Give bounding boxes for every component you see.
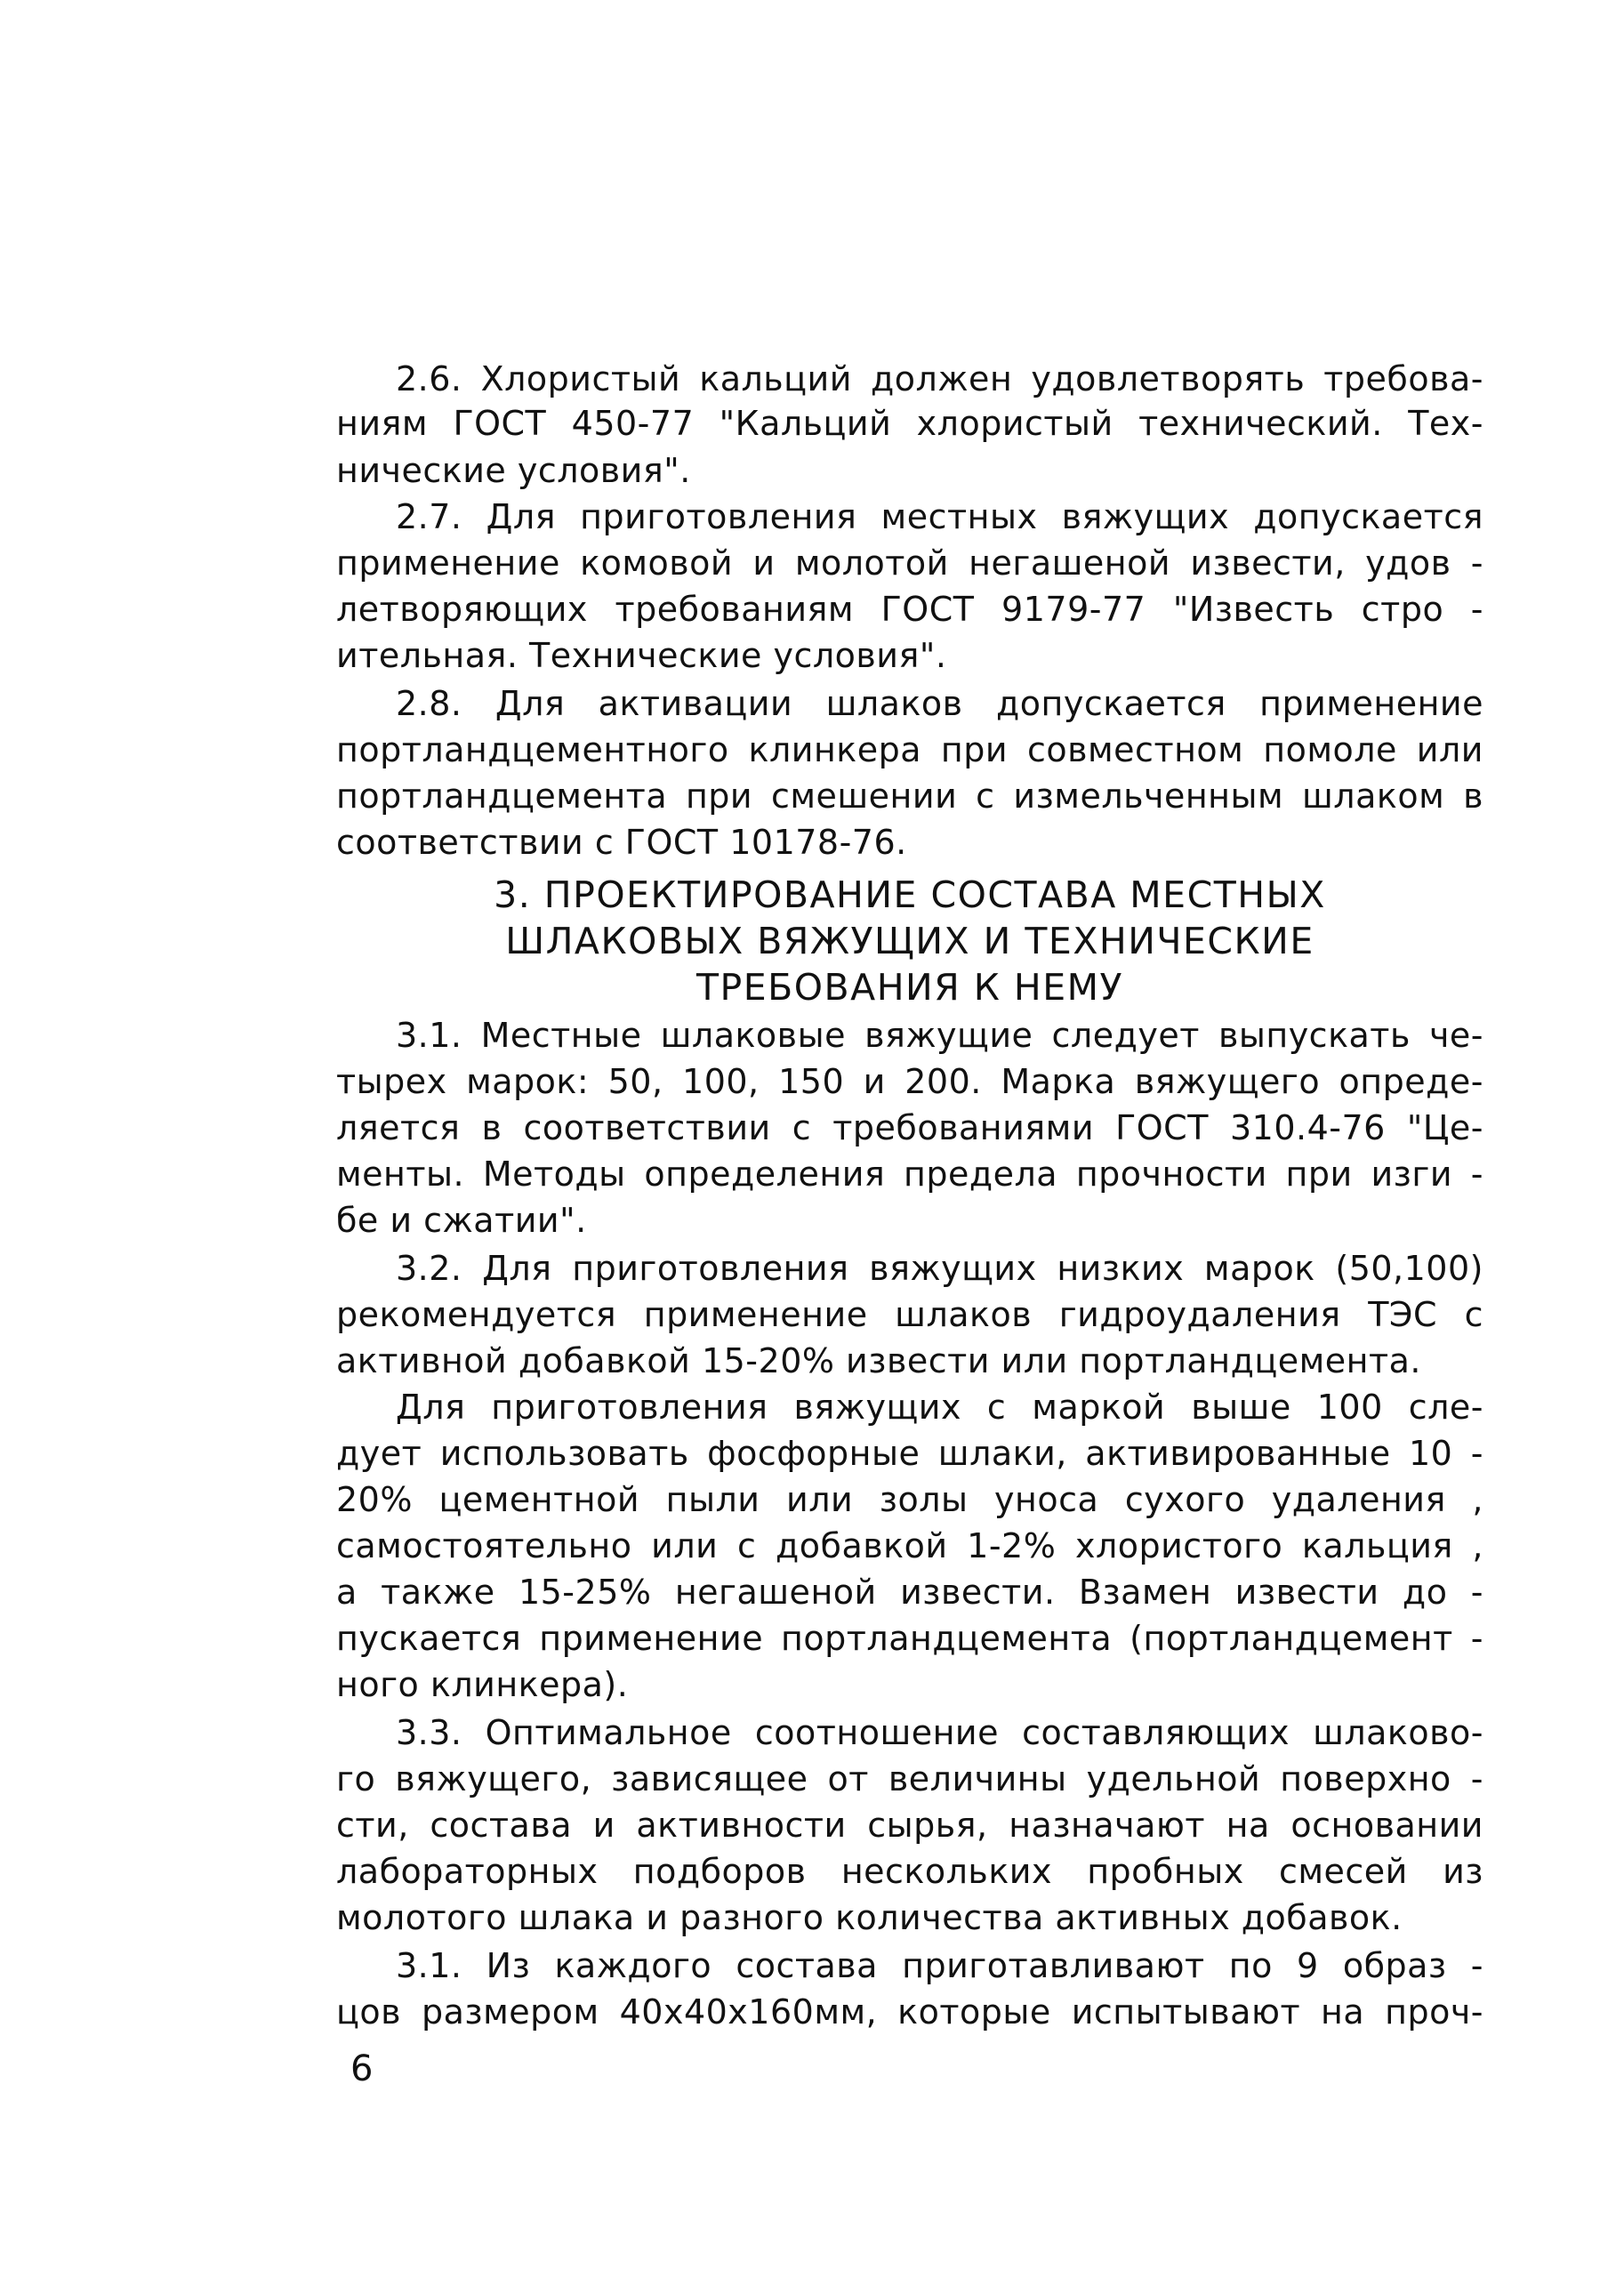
paragraph-3-1-line-2: тырех марок: 50, 100, 150 и 200. Марка вяжущего опреде- — [336, 1062, 1483, 1101]
paragraph-3-2b-line-3: 20% цементной пыли или золы уноса сухого удаления , — [336, 1480, 1483, 1519]
paragraph-2-8-line-1: 2.8. Для активации шлаков допускается применение — [396, 684, 1483, 723]
paragraph-3-1-line-1: 3.1. Местные шлаковые вяжущие следует выпускать че- — [396, 1016, 1483, 1055]
paragraph-3-3-line-1: 3.3. Оптимальное соотношение составляющих шлаково- — [396, 1713, 1483, 1752]
paragraph-3-1-line-5: бе и сжатии". — [336, 1201, 587, 1240]
paragraph-3-2b-line-4: самостоятельно или с добавкой 1-2% хлористого кальция , — [336, 1526, 1483, 1565]
paragraph-2-7-line-2: применение комовой и молотой негашеной извести, удов - — [336, 543, 1483, 583]
paragraph-2-7-line-4: ительная. Технические условия". — [336, 636, 947, 675]
paragraph-3-2b-line-6: пускается применение портландцемента (портландцемент - — [336, 1619, 1483, 1658]
page-number: 6 — [350, 2048, 374, 2089]
paragraph-2-7-line-1: 2.7. Для приготовления местных вяжущих допускается — [396, 497, 1483, 536]
paragraph-2-7-line-3: летворяющих требованиям ГОСТ 9179-77 "Известь стро - — [336, 590, 1483, 629]
paragraph-3-3-line-4: лабораторных подборов нескольких пробных смесей из — [336, 1852, 1483, 1891]
section-3-heading-line-2: ШЛАКОВЫХ ВЯЖУЩИХ И ТЕХНИЧЕСКИЕ — [505, 920, 1314, 962]
paragraph-3-2b-line-1: Для приготовления вяжущих с маркой выше 100 сле- — [396, 1388, 1483, 1427]
paragraph-3-1-line-4: менты. Методы определения предела прочности при изги - — [336, 1155, 1483, 1194]
paragraph-3-1-line-3: ляется в соответствии с требованиями ГОСТ 310.4-76 "Це- — [336, 1108, 1483, 1147]
paragraph-2-6-line-2: ниям ГОСТ 450-77 "Кальций хлористый технический. Тех- — [336, 404, 1483, 443]
paragraph-3-2-line-2: рекомендуется применение шлаков гидроудаления ТЭС с — [336, 1295, 1483, 1334]
paragraph-3-2b-line-7: ного клинкера). — [336, 1665, 629, 1704]
paragraph-3-2-line-3: активной добавкой 15-20% извести или портландцемента. — [336, 1341, 1421, 1380]
paragraph-3-3-line-2: го вяжущего, зависящее от величины удельной поверхно - — [336, 1759, 1483, 1798]
paragraph-3-3-line-3: сти, состава и активности сырья, назначают на основании — [336, 1806, 1483, 1845]
paragraph-3-4-line-1: 3.1. Из каждого состава приготавливают по 9 образ - — [396, 1946, 1483, 1985]
paragraph-2-8-line-2: портландцементного клинкера при совместном помоле или — [336, 730, 1483, 769]
paragraph-3-2b-line-5: а также 15-25% негашеной извести. Взамен извести до - — [336, 1573, 1483, 1612]
paragraph-3-2b-line-2: дует использовать фосфорные шлаки, активированные 10 - — [336, 1434, 1483, 1473]
paragraph-2-6-line-3: нические условия". — [336, 451, 691, 490]
paragraph-3-2-line-1: 3.2. Для приготовления вяжущих низких марок (50,100) — [396, 1249, 1483, 1288]
paragraph-2-6-line-1: 2.6. Хлористый кальций должен удовлетворять требова- — [396, 359, 1483, 398]
section-3-heading-line-3: ТРЕБОВАНИЯ К НЕМУ — [695, 966, 1123, 1009]
section-3-heading-line-1: 3. ПРОЕКТИРОВАНИЕ СОСТАВА МЕСТНЫХ — [494, 873, 1326, 916]
paragraph-3-3-line-5: молотого шлака и разного количества активных добавок. — [336, 1898, 1403, 1937]
paragraph-2-8-line-3: портландцемента при смешении с измельченным шлаком в — [336, 776, 1483, 816]
paragraph-2-8-line-4: соответствии с ГОСТ 10178-76. — [336, 823, 907, 862]
paragraph-3-4-line-2: цов размером 40х40х160мм, которые испытывают на проч- — [336, 1992, 1483, 2032]
